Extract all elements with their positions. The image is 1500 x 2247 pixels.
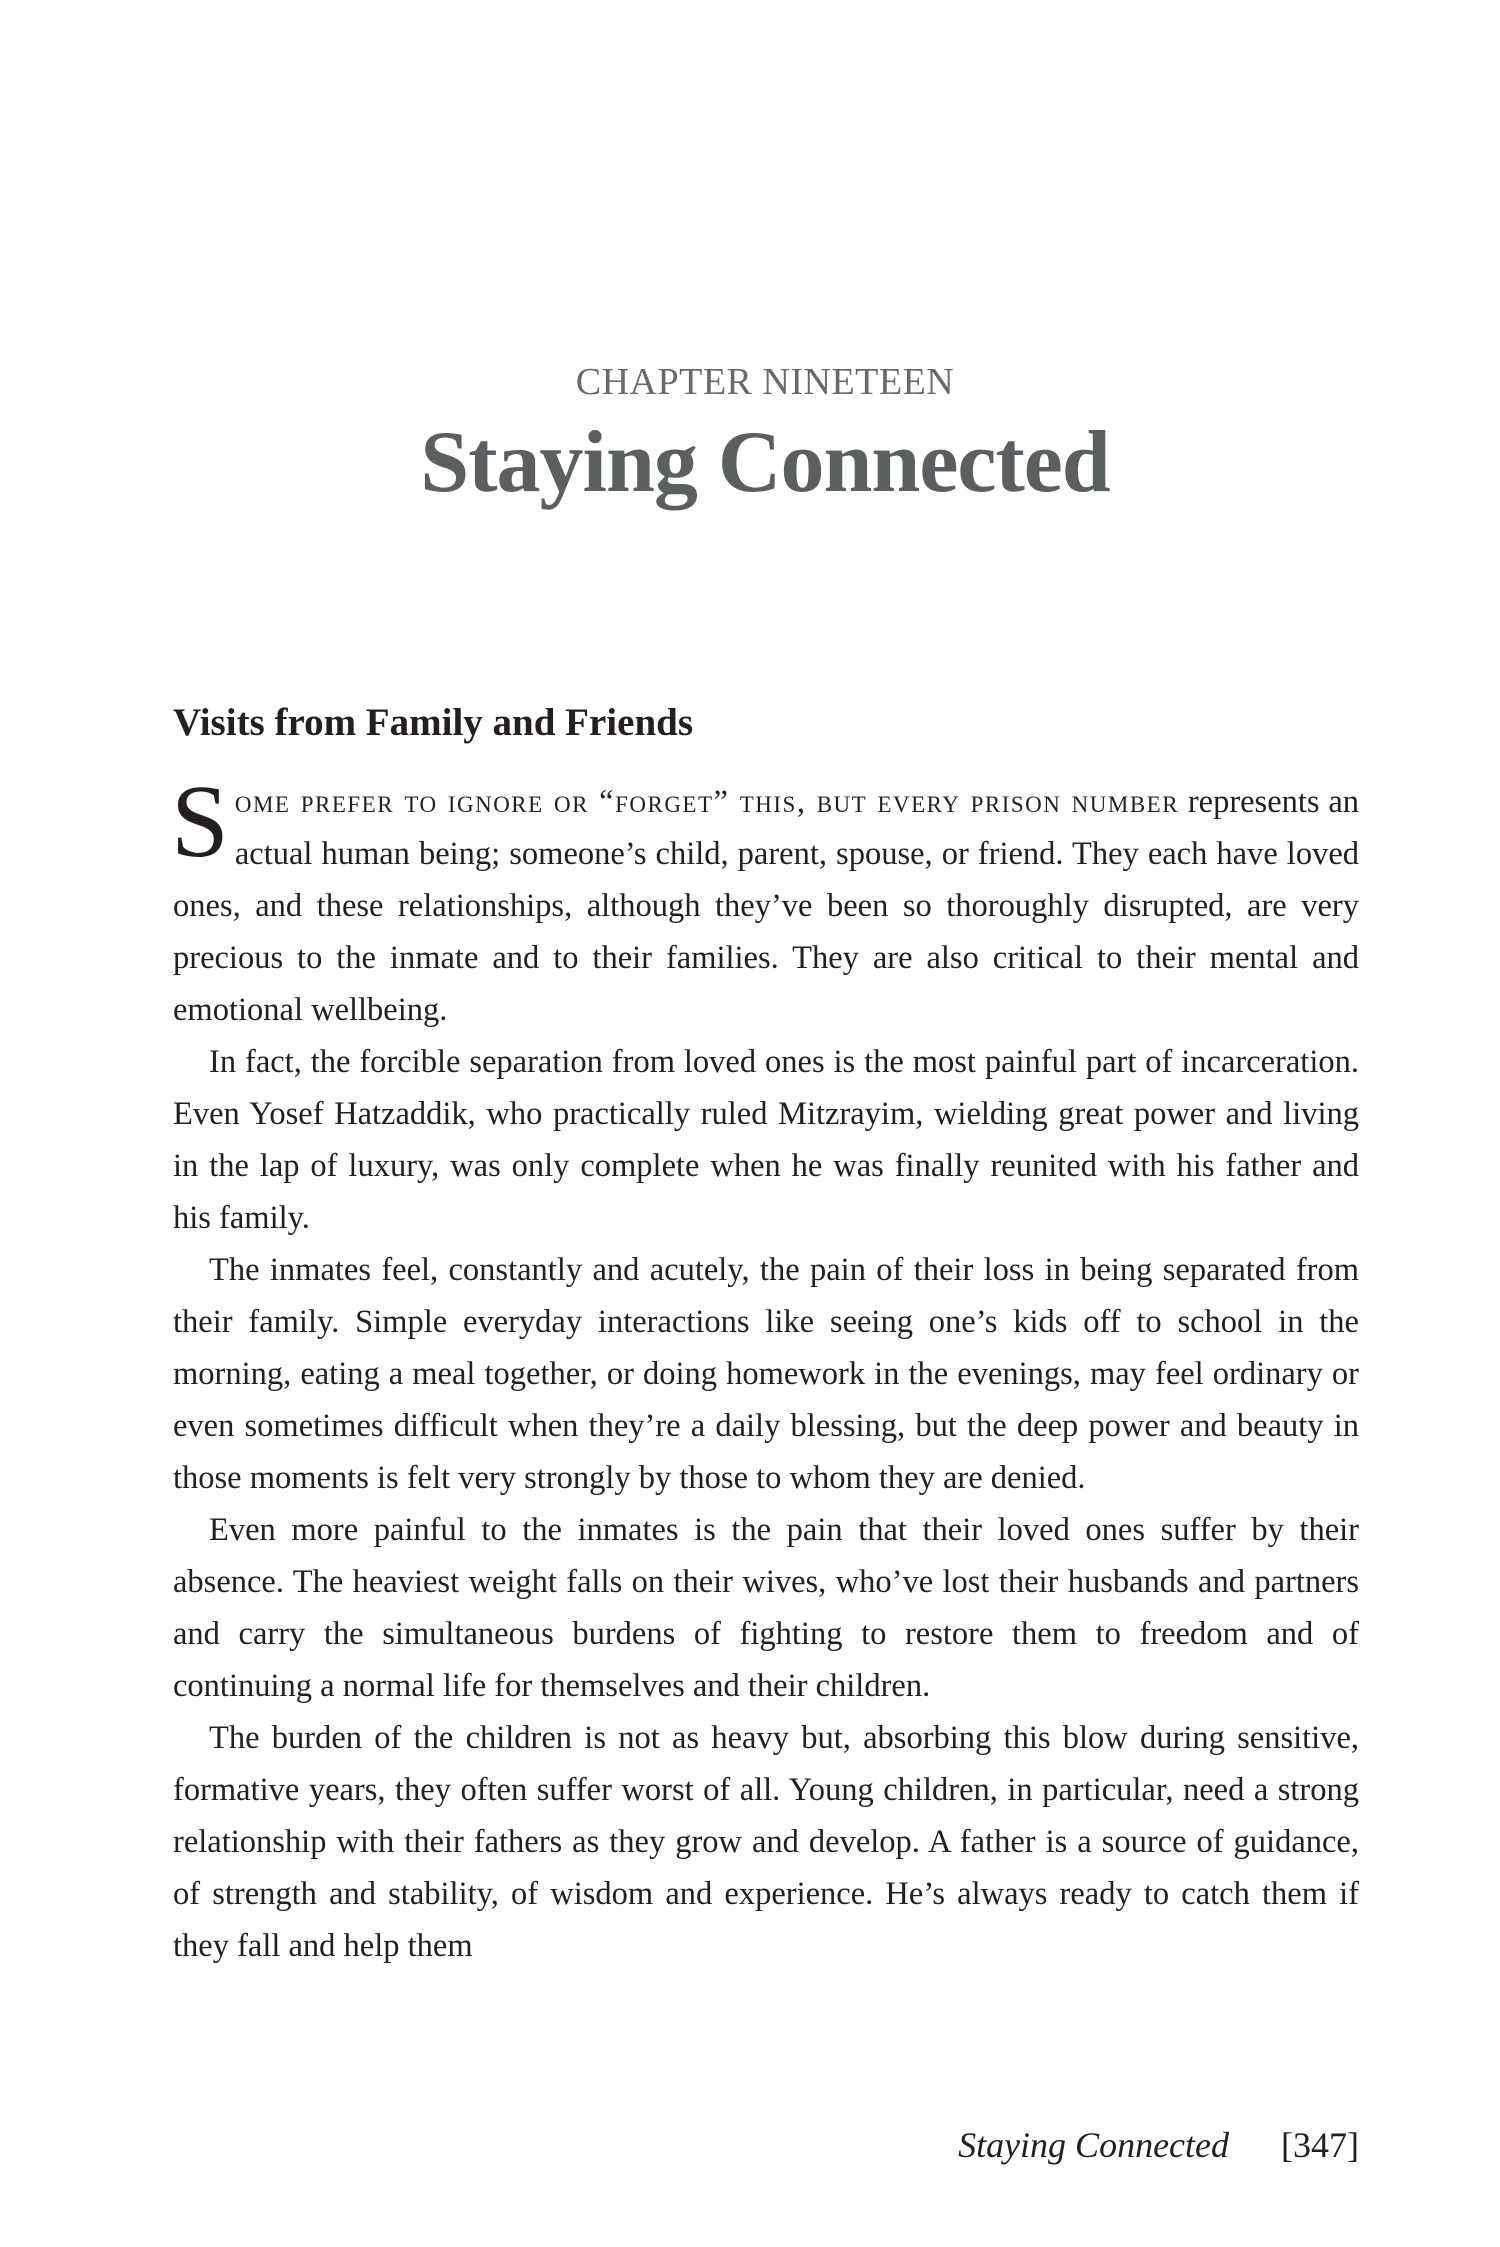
body-text	[171, 764, 1359, 1972]
page-footer	[0, 2124, 1359, 2166]
chapter-label: CHAPTER NINETEEN	[575, 361, 955, 403]
chapter-title: Staying Connected	[420, 414, 1110, 511]
paragraph-2: In fact, the forcible separation from loved ones is the most painful part of incarceration. Even Yosef Hatzaddik, who practically ruled Mitzrayim, wielding great power and living in the lap of luxury, was only complete when he was finally reunited with his father and his family.	[173, 1044, 1359, 1236]
running-title: Staying Connected	[958, 2125, 1230, 2165]
section-heading: Visits from Family and Friends	[173, 701, 694, 744]
paragraph-4: Even more painful to the inmates is the pain that their loved ones suffer by their absence. The heaviest weight falls on their wives, who’ve lost their husbands and partners and carry the simultaneous burdens of fighting to restore them to freedom and of continuing a normal life for themselves and their children.	[173, 1512, 1359, 1704]
drop-cap: S	[171, 764, 229, 879]
paragraph-5: The burden of the children is not as heavy but, absorbing this blow during sensitive, formative years, they often suffer worst of all. Young children, in particular, need a strong relationship with their fathers as they grow and develop. A father is a source of guidance, of strength and stability, of wisdom and experience. He’s always ready to catch them if they fall and help them	[173, 1720, 1359, 1964]
paragraph-1-smallcaps-lead: ome prefer to ignore or “forget” this, but every prison number	[234, 784, 1180, 820]
paragraph-3: The inmates feel, constantly and acutely, the pain of their loss in being separated from their family. Simple everyday interactions like seeing one’s kids off to school in the morning, eating a meal together, or doing homework in the evenings, may feel ordinary or even sometimes difficult when they’re a daily blessing, but the deep power and beauty in those moments is felt very strongly by those to whom they are denied.	[173, 1252, 1359, 1496]
page-number: [347]	[1281, 2125, 1359, 2165]
paragraph-1-text: represents an actual human being; someone’s child, parent, spouse, or friend. They each have loved ones, and these relationships, although they’ve been so thoroughly disrupted, are very precious to the inmate and to their families. They are also critical to their mental and emotional wellbeing.	[173, 784, 1359, 1028]
paragraph-1	[171, 764, 1359, 1036]
